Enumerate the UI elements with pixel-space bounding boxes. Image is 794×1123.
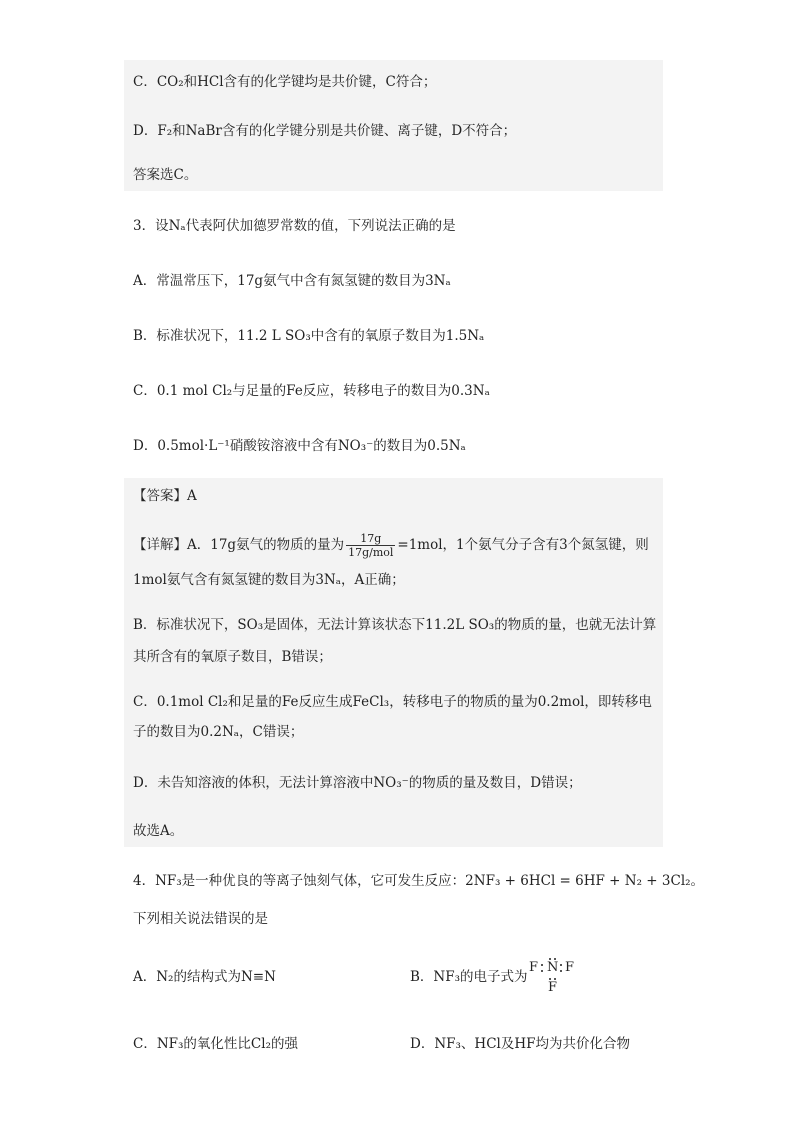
nf3-lewis-structure <box>529 958 589 998</box>
lewis-fluorine-right: F <box>565 960 575 975</box>
q4-option-d: D．NF₃、HCl及HF均为共价化合物 <box>410 1036 630 1052</box>
lone-pair-dot <box>549 978 551 980</box>
prev-option-d-analysis: D．F₂和NaBr含有的化学键分别是共价键、离子键，D不符合； <box>133 123 517 139</box>
q3-detail-suffix: =1mol，1个氨气分子含有3个氮氢键，则 <box>397 537 649 553</box>
q3-option-a: A．常温常压下，17g氨气中含有氮氢键的数目为3Nₐ <box>133 273 451 289</box>
mole-fraction <box>346 532 395 559</box>
q3-option-b: B．标准状况下，11.2 L SO₃中含有的氧原子数目为1.5Nₐ <box>133 328 485 344</box>
q3-detail-line2: 1mol氨气含有氮氢键的数目为3Nₐ，A正确； <box>133 572 405 588</box>
q3-c-analysis-line2: 子的数目为0.2Nₐ，C错误； <box>133 724 304 740</box>
lone-pair-dot <box>541 964 543 966</box>
q4-stem-line1: 4．NF₃是一种优良的等离子蚀刻气体，它可发生反应：2NF₃ + 6HCl = 6HF + N₂ + 3Cl₂。 <box>133 873 705 889</box>
lone-pair-dot <box>554 978 556 980</box>
q3-option-d: D．0.5mol·L⁻¹硝酸铵溶液中含有NO₃⁻的数目为0.5Nₐ <box>133 438 466 454</box>
lone-pair-dot <box>554 958 556 960</box>
q3-stem: 3．设Nₐ代表阿伏加德罗常数的值，下列说法正确的是 <box>133 218 456 234</box>
q4-option-b: B．NF₃的电子式为 <box>410 969 528 985</box>
lone-pair-dot <box>549 958 551 960</box>
q4-option-c: C．NF₃的氧化性比Cl₂的强 <box>133 1036 298 1052</box>
q3-detail-prefix: 【详解】A．17g氨气的物质的量为 <box>133 537 345 553</box>
fraction-numerator: 17g <box>346 532 395 546</box>
q3-c-analysis-line1: C．0.1mol Cl₂和足量的Fe反应生成FeCl₃，转移电子的物质的量为0.2mol，即转移电 <box>133 694 652 710</box>
lone-pair-dot <box>541 970 543 972</box>
q3-answer: 【答案】A <box>133 488 197 504</box>
lewis-fluorine-left: F <box>529 960 539 975</box>
lone-pair-dot <box>560 970 562 972</box>
lewis-nitrogen: N <box>547 960 559 975</box>
q3-b-analysis-line1: B．标准状况下，SO₃是固体，无法计算该状态下11.2L SO₃的物质的量，也就无法计算 <box>133 617 657 633</box>
q3-final-choice: 故选A。 <box>133 823 184 839</box>
lone-pair-dot <box>560 964 562 966</box>
lewis-fluorine-bottom: F <box>548 980 558 995</box>
q3-detail-line1 <box>133 532 649 559</box>
q3-b-analysis-line2: 其所含有的氧原子数目，B错误； <box>133 649 332 665</box>
q3-option-c: C．0.1 mol Cl₂与足量的Fe反应，转移电子的数目为0.3Nₐ <box>133 383 490 399</box>
q4-option-a: A．N₂的结构式为N≡N <box>133 969 276 985</box>
prev-answer-choice: 答案选C。 <box>133 167 198 183</box>
fraction-denominator: 17g/mol <box>348 546 394 559</box>
prev-option-c-analysis: C．CO₂和HCl含有的化学键均是共价键，C符合； <box>133 74 437 90</box>
q4-stem-line2: 下列相关说法错误的是 <box>133 911 268 927</box>
q3-d-analysis: D．未告知溶液的体积，无法计算溶液中NO₃⁻的物质的量及数目，D错误； <box>133 775 582 791</box>
